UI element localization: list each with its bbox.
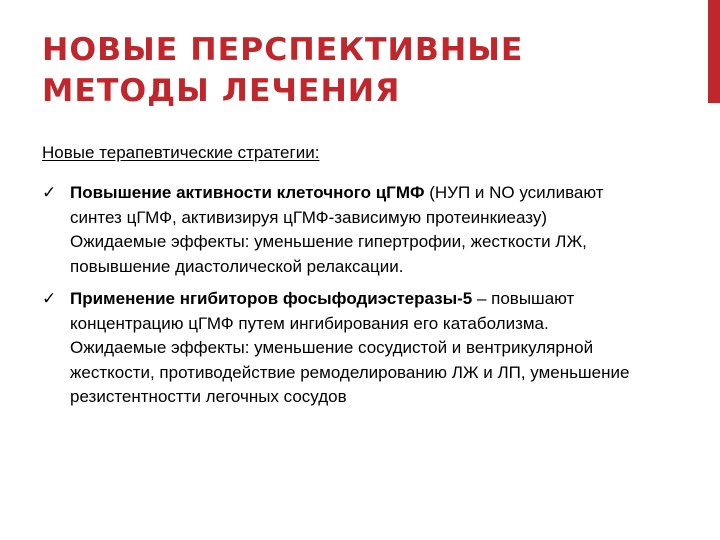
bullet-item — [42, 181, 642, 279]
bullet-item — [42, 287, 642, 410]
bullet-lead: Повышение активности клеточного цГМФ — [70, 183, 425, 202]
checkmark-icon: ✓ — [42, 183, 57, 203]
accent-bar — [708, 0, 720, 103]
checkmark-icon: ✓ — [42, 289, 57, 309]
bullet-text: – повышают концентрацию цГМФ путем ингибирования его катаболизма. Ожидаемые эффекты: уменьшение сосудистой и вентрикулярной жесткости, противодействие ремоделированию ЛЖ и ЛП, уменьшение резистентностти легочных сосудов — [70, 289, 630, 406]
bullet-lead: Применение нгибиторов фосыфодиэстеразы-5 — [70, 289, 473, 308]
slide-title — [42, 30, 692, 112]
bullet-list — [42, 181, 642, 410]
slide-title-line: МЕТОДЫ ЛЕЧЕНИЯ — [42, 73, 401, 109]
slide-title-line: НОВЫЕ ПЕРСПЕКТИВНЫЕ — [42, 32, 524, 68]
subtitle: Новые терапевтические стратегии: — [42, 143, 320, 162]
bullet-text: (НУП и NO усиливают синтез цГМФ, активизируя цГМФ-зависимую протеинкиеазу) Ожидаемые эффекты: уменьшение гипертрофии, жесткости ЛЖ, повывшение диастолической релаксации. — [70, 183, 604, 276]
